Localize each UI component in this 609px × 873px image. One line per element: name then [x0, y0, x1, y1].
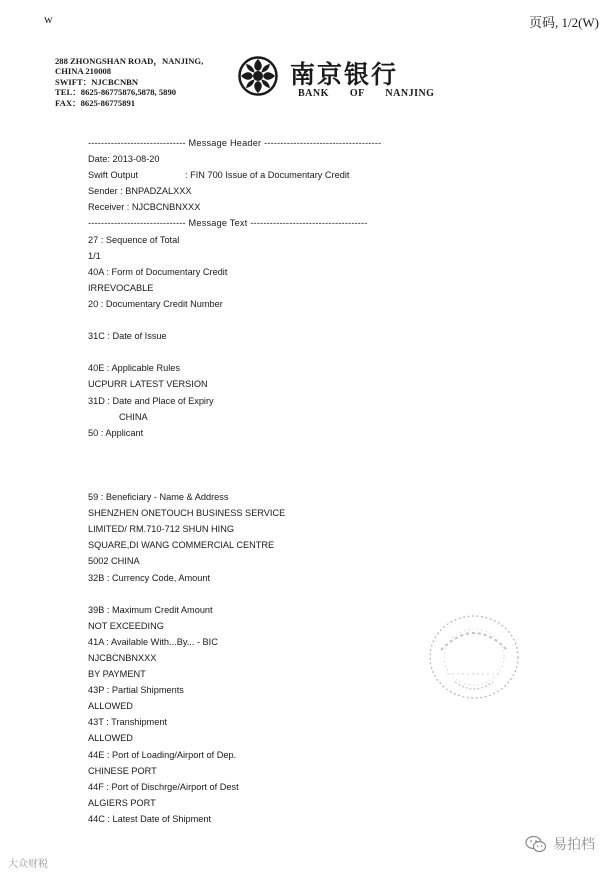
- swift-output-label: Swift Output: [88, 170, 139, 181]
- message-field-line: NJCBCNBNXXX: [88, 653, 157, 663]
- message-field-line: UCPURR LATEST VERSION: [88, 379, 208, 390]
- message-field-line: [88, 441, 381, 457]
- message-text-separator: ------------------------------ Message Text ------------------------------------: [88, 218, 368, 229]
- bank-name-english: BANK OF NANJING: [298, 88, 435, 99]
- swift-output-value: : FIN 700 Issue of a Documentary Credit: [185, 170, 350, 181]
- message-field-line: 41A : Available With...By... - BIC: [88, 636, 218, 647]
- bank-address: [55, 56, 203, 108]
- message-field-line: 43T : Transhipment: [88, 717, 167, 728]
- message-field-line: 59 : Beneficiary - Name & Address: [88, 492, 229, 503]
- message-field-line: SHENZHEN ONETOUCH BUSINESS SERVICE: [88, 508, 286, 519]
- message-field-line: IRREVOCABLE: [88, 282, 154, 293]
- message-field-line: 44C : Latest Date of Shipment: [88, 813, 212, 824]
- message-field-line: [88, 586, 381, 602]
- watermark-left: 大众财税: [8, 859, 48, 870]
- message-field-line: [88, 473, 381, 489]
- address-line: SWIFT：NJCBCNBN: [55, 76, 139, 87]
- address-line: 288 ZHONGSHAN ROAD，NANJING,: [55, 56, 204, 66]
- message-field-line: 27 : Sequence of Total: [88, 234, 180, 245]
- message-date: Date: 2013-08-20: [88, 154, 160, 165]
- message-field-line: 39B : Maximum Credit Amount: [88, 604, 213, 615]
- message-field-line: 31D : Date and Place of Expiry: [88, 395, 214, 406]
- message-field-line: 32B : Currency Code, Amount: [88, 572, 211, 583]
- swift-message: [88, 135, 381, 827]
- address-line: TEL：8625-86775876,5878, 5890: [55, 87, 177, 98]
- message-field-line: ALLOWED: [88, 733, 133, 744]
- message-field-line: CHINA: [119, 411, 148, 422]
- swift-output-row: [88, 167, 381, 183]
- corner-mark: w: [44, 12, 53, 26]
- address-line: CHINA 210008: [55, 66, 112, 77]
- message-field-line: [88, 312, 381, 328]
- message-receiver: Receiver : NJCBCNBNXXX: [88, 202, 201, 213]
- message-field-line: NOT EXCEEDING: [88, 620, 164, 631]
- message-field-line: CHINESE PORT: [88, 765, 157, 776]
- message-field-line: [88, 344, 381, 360]
- message-field-line: 50 : Applicant: [88, 427, 144, 438]
- message-field-line: ALGIERS PORT: [88, 797, 156, 808]
- wechat-icon: [525, 835, 547, 853]
- message-field-line: 20 : Documentary Credit Number: [88, 298, 223, 309]
- watermark-right-label: 易拍档: [553, 836, 595, 852]
- message-header-separator: ------------------------------ Message Header ------------------------------------: [88, 138, 382, 148]
- bank-name-chinese: 南京银行: [290, 60, 399, 89]
- message-field-line: 43P : Partial Shipments: [88, 685, 184, 696]
- round-stamp-icon: [427, 612, 522, 702]
- message-field-line: 40E : Applicable Rules: [88, 363, 180, 374]
- message-field-line: [88, 457, 381, 473]
- message-fields: [88, 232, 381, 827]
- bank-logo-icon: [238, 56, 278, 96]
- message-field-line: 44F : Port of Dischrge/Airport of Dest: [88, 781, 239, 792]
- address-line: FAX：8625-86775891: [55, 97, 136, 108]
- message-field-line: SQUARE,DI WANG COMMERCIAL CENTRE: [88, 540, 275, 551]
- message-sender: Sender : BNPADZALXXX: [88, 186, 192, 197]
- message-field-line: 44E : Port of Loading/Airport of Dep.: [88, 749, 237, 760]
- message-field-line: ALLOWED: [88, 701, 133, 712]
- page-number: 页码, 1/2(W): [528, 15, 599, 30]
- message-field-line: LIMITED/ RM.710-712 SHUN HING: [88, 524, 235, 535]
- watermark-right: [525, 834, 595, 854]
- message-field-line: BY PAYMENT: [88, 669, 146, 680]
- message-field-line: 5002 CHINA: [88, 556, 140, 567]
- message-field-line: 40A : Form of Documentary Credit: [88, 266, 228, 277]
- message-field-line: 31C : Date of Issue: [88, 331, 167, 342]
- message-field-line: 1/1: [88, 250, 101, 261]
